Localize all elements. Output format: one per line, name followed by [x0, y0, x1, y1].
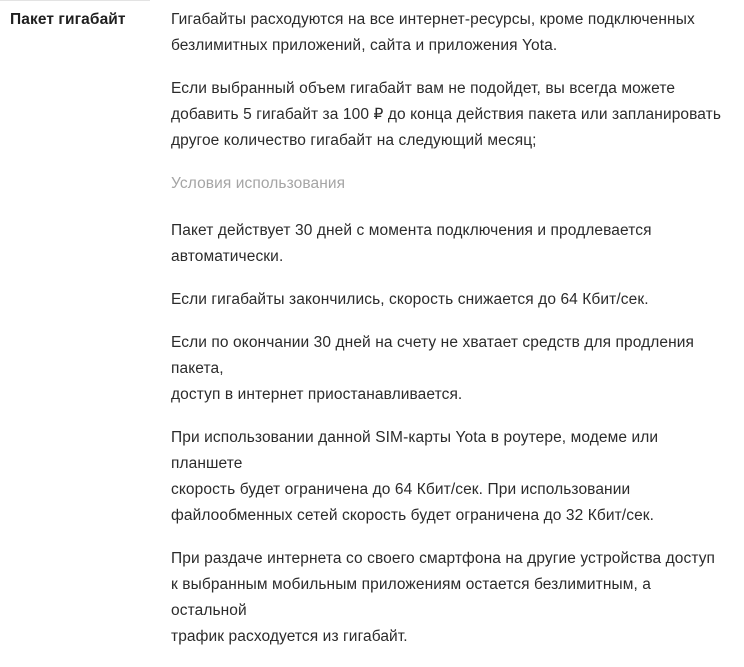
- terms-paragraph-4: При использовании данной SIM-карты Yota в роутере, модеме или планшете скорость будет ограничена до 64 Кбит/сек. При использовании файлообменных сетей скорость будет ограничена до 32 Кбит/сек.: [171, 429, 659, 524]
- terms-paragraph-1: Пакет действует 30 дней с момента подключения и продлевается автоматически.: [171, 222, 652, 265]
- terms-paragraph-3: Если по окончании 30 дней на счету не хватает средств для продления пакета, доступ в интернет приостанавливается.: [171, 334, 695, 403]
- intro-paragraph-1: Гигабайты расходуются на все интернет-ресурсы, кроме подключенных безлимитных приложений, сайта и приложения Yota.: [171, 11, 695, 54]
- package-title: Пакет гигабайт: [10, 11, 126, 28]
- terms-subtitle: Условия использования: [171, 175, 346, 192]
- terms-paragraph-2: Если гигабайты закончились, скорость снижается до 64 Кбит/сек.: [171, 291, 649, 308]
- label-top-divider: [0, 0, 150, 1]
- terms-paragraph-5: При раздаче интернета со своего смартфона на другие устройства доступ к выбранным мобильным приложениям остается безлимитным, а остальной трафик расходуется из гигабайт.: [171, 550, 716, 645]
- package-description: [171, 7, 731, 667]
- intro-paragraph-2: Если выбранный объем гигабайт вам не подойдет, вы всегда можете добавить 5 гигабайт за 100 ₽ до конца действия пакета или запланировать другое количество гигабайт на следующий месяц;: [171, 80, 722, 149]
